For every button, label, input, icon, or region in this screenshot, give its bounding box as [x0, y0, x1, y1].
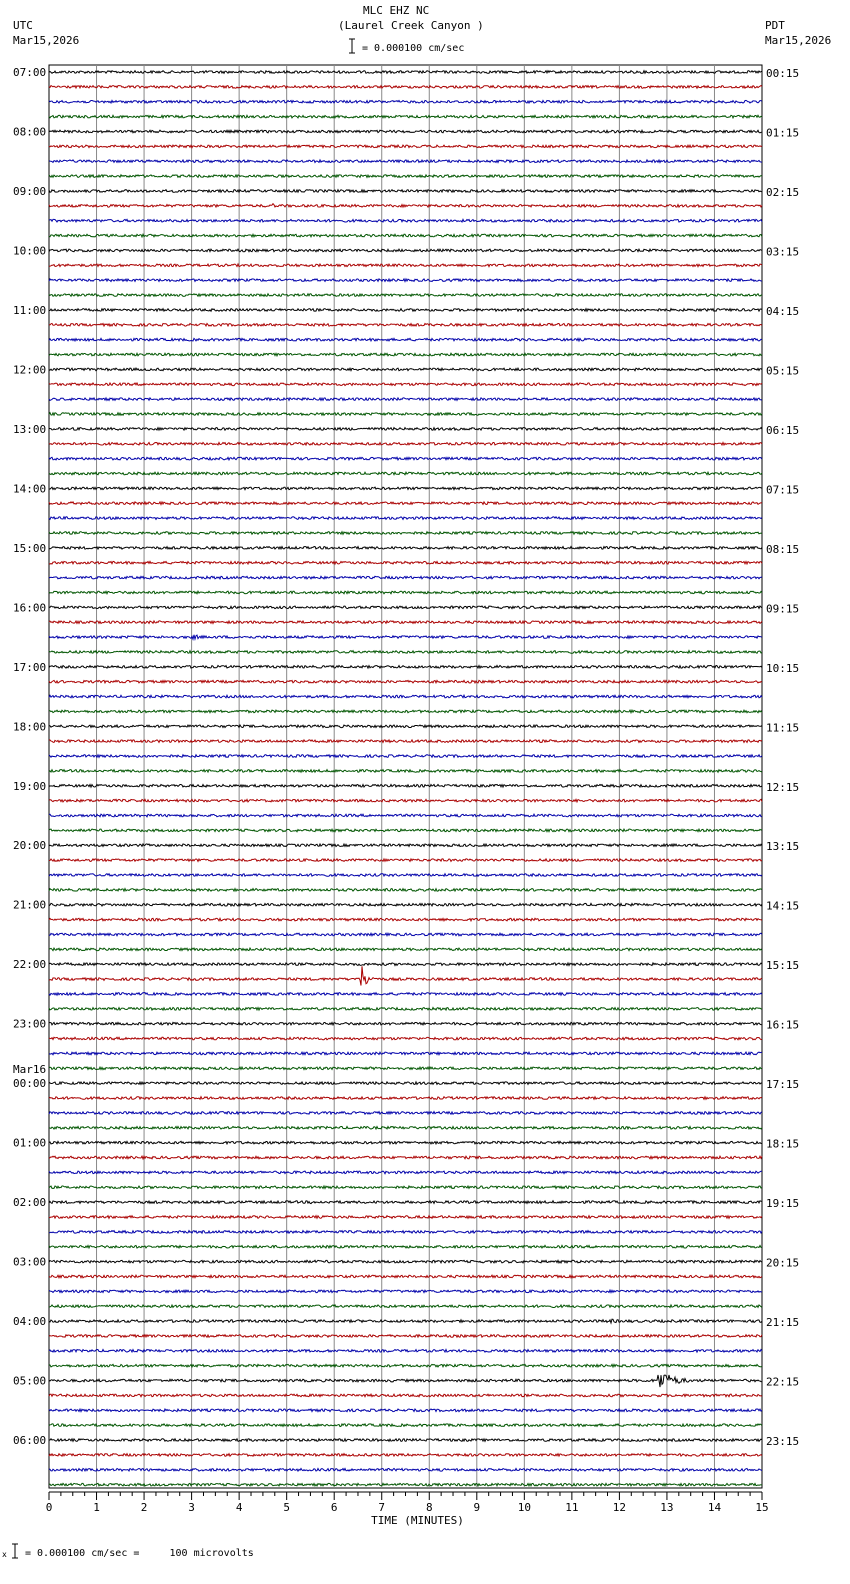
utc-hour-label: 08:00	[13, 125, 47, 139]
trace-row-91	[49, 1424, 762, 1427]
utc-hour-label: 18:00	[13, 720, 47, 734]
trace-row-7	[49, 175, 762, 178]
pdt-hour-label: 09:15	[766, 602, 800, 616]
trace-row-12	[49, 249, 762, 252]
pdt-hour-label: 18:15	[766, 1137, 800, 1151]
pdt-hour-label: 20:15	[766, 1256, 800, 1270]
utc-hour-label: 07:00	[13, 66, 47, 79]
trace-row-17	[49, 324, 762, 327]
trace-row-52	[49, 844, 762, 847]
trace-row-45	[49, 740, 762, 743]
utc-hour-label: 05:00	[13, 1374, 47, 1388]
trace-row-39	[49, 651, 762, 654]
pdt-hour-label: 16:15	[766, 1018, 800, 1032]
trace-row-88	[49, 1375, 762, 1387]
trace-row-22	[49, 398, 762, 401]
trace-row-15	[49, 294, 762, 297]
x-tick-label: 8	[425, 1501, 433, 1514]
trace-row-2	[49, 100, 762, 103]
trace-row-83	[49, 1305, 762, 1308]
trace-row-24	[49, 428, 762, 431]
footer-scale-label: = 0.000100 cm/sec = 100 microvolts	[25, 1548, 254, 1559]
trace-row-76	[49, 1201, 762, 1204]
trace-row-38	[49, 635, 762, 639]
trace-row-0	[49, 71, 762, 74]
trace-row-20	[49, 368, 762, 371]
x-tick-label: 11	[565, 1501, 579, 1514]
trace-row-55	[49, 889, 762, 892]
trace-row-36	[49, 606, 762, 609]
trace-row-71	[49, 1127, 762, 1130]
x-tick-label: 5	[283, 1501, 290, 1514]
trace-row-32	[49, 547, 762, 550]
trace-row-62	[49, 993, 762, 996]
trace-row-67	[49, 1067, 762, 1070]
utc-hour-label: 15:00	[13, 541, 47, 555]
utc-hour-label: 21:00	[13, 898, 47, 912]
trace-row-5	[49, 145, 762, 148]
trace-row-50	[49, 814, 762, 817]
trace-row-84	[49, 1319, 762, 1323]
trace-row-66	[49, 1052, 762, 1055]
trace-row-73	[49, 1156, 762, 1159]
trace-row-33	[49, 561, 762, 564]
utc-hour-label: 14:00	[13, 482, 47, 496]
footer-scale-bar-icon	[10, 1542, 20, 1560]
utc-hour-label: 11:00	[13, 303, 47, 317]
utc-hour-label: 16:00	[13, 601, 47, 615]
pdt-hour-label: 21:15	[766, 1316, 800, 1330]
x-tick-label: 7	[378, 1501, 386, 1514]
utc-hour-label: 02:00	[13, 1196, 47, 1210]
trace-row-23	[49, 413, 762, 416]
utc-hour-label: 01:00	[13, 1136, 47, 1150]
pdt-hour-label: 23:15	[766, 1435, 800, 1449]
pdt-hour-label: 03:15	[766, 245, 800, 259]
x-tick-label: 6	[330, 1501, 338, 1514]
trace-row-56	[49, 903, 762, 906]
utc-hour-label: 00:00	[13, 1077, 47, 1091]
left-timezone: UTC	[13, 19, 33, 32]
x-tick-label: 4	[235, 1501, 243, 1514]
station-title: MLC EHZ NC	[363, 4, 430, 17]
trace-row-86	[49, 1350, 762, 1353]
trace-row-51	[49, 829, 762, 832]
trace-row-11	[49, 234, 762, 237]
pdt-hour-label: 15:15	[766, 959, 800, 973]
trace-row-78	[49, 1231, 762, 1234]
pdt-hour-label: 07:15	[766, 483, 800, 497]
footer-scale-prefix: x	[2, 1550, 7, 1559]
trace-row-89	[49, 1394, 762, 1397]
trace-row-28	[49, 487, 762, 490]
trace-row-70	[49, 1112, 762, 1115]
right-date: Mar15,2026	[765, 34, 832, 47]
utc-hour-label: 13:00	[13, 422, 47, 436]
trace-row-35	[49, 591, 762, 594]
trace-row-69	[49, 1097, 762, 1100]
trace-row-49	[49, 799, 762, 802]
trace-row-6	[49, 160, 762, 163]
trace-row-92	[49, 1439, 762, 1442]
trace-row-8	[49, 190, 762, 193]
pdt-hour-label: 00:15	[766, 67, 800, 80]
pdt-hour-label: 17:15	[766, 1078, 800, 1092]
trace-row-43	[49, 710, 762, 713]
trace-row-26	[49, 457, 762, 460]
trace-row-48	[49, 785, 762, 788]
trace-row-75	[49, 1186, 762, 1189]
pdt-hour-label: 04:15	[766, 304, 800, 318]
pdt-hour-label: 02:15	[766, 185, 800, 199]
utc-hour-label: 22:00	[13, 958, 47, 972]
trace-row-57	[49, 918, 762, 921]
trace-row-87	[49, 1364, 762, 1367]
trace-row-79	[49, 1245, 762, 1248]
trace-row-82	[49, 1290, 762, 1293]
trace-row-21	[49, 383, 762, 386]
trace-row-60	[49, 963, 762, 966]
utc-hour-label: 20:00	[13, 839, 47, 853]
x-tick-label: 12	[612, 1501, 627, 1514]
trace-row-95	[49, 1483, 762, 1486]
trace-row-41	[49, 680, 762, 683]
utc-date-change-label: Mar16	[13, 1063, 47, 1077]
utc-hour-label: 10:00	[13, 244, 47, 258]
trace-row-3	[49, 115, 762, 118]
trace-row-68	[49, 1082, 762, 1085]
x-tick-label: 1	[93, 1501, 100, 1514]
trace-row-77	[49, 1216, 762, 1219]
trace-row-4	[49, 130, 762, 133]
trace-row-74	[49, 1171, 762, 1174]
x-tick-label: 2	[140, 1501, 148, 1514]
trace-row-61	[49, 966, 762, 985]
trace-row-65	[49, 1037, 762, 1040]
pdt-hour-label: 22:15	[766, 1375, 800, 1389]
trace-row-72	[49, 1141, 762, 1144]
utc-hour-label: 03:00	[13, 1255, 47, 1269]
utc-hour-label: 06:00	[13, 1434, 47, 1448]
utc-hour-label: 09:00	[13, 184, 47, 198]
pdt-hour-label: 14:15	[766, 899, 800, 913]
pdt-hour-label: 12:15	[766, 780, 800, 794]
trace-row-54	[49, 874, 762, 877]
trace-row-25	[49, 443, 762, 446]
trace-row-9	[49, 204, 762, 207]
trace-row-42	[49, 695, 762, 698]
pdt-hour-label: 06:15	[766, 423, 800, 437]
trace-row-94	[49, 1469, 762, 1472]
trace-row-53	[49, 859, 762, 862]
trace-row-16	[49, 309, 762, 312]
utc-hour-label: 23:00	[13, 1017, 47, 1031]
x-tick-label: 15	[755, 1501, 769, 1514]
trace-row-81	[49, 1275, 762, 1278]
trace-row-37	[49, 621, 762, 624]
pdt-hour-label: 10:15	[766, 661, 800, 675]
trace-row-90	[49, 1409, 762, 1412]
pdt-hour-label: 01:15	[766, 126, 800, 140]
trace-row-19	[49, 353, 762, 356]
trace-row-47	[49, 770, 762, 773]
x-tick-label: 9	[473, 1501, 481, 1514]
trace-row-34	[49, 576, 762, 579]
pdt-hour-label: 08:15	[766, 542, 800, 556]
trace-row-93	[49, 1454, 762, 1457]
trace-row-14	[49, 279, 762, 282]
trace-row-29	[49, 502, 762, 505]
scale-label: = 0.000100 cm/sec	[362, 43, 465, 54]
trace-row-40	[49, 666, 762, 669]
x-tick-label: 13	[660, 1501, 674, 1514]
trace-row-27	[49, 472, 762, 475]
trace-row-13	[49, 264, 762, 267]
x-tick-label: 10	[517, 1501, 531, 1514]
utc-hour-label: 17:00	[13, 660, 47, 674]
trace-row-63	[49, 1008, 762, 1011]
trace-row-30	[49, 517, 762, 520]
trace-row-31	[49, 532, 762, 535]
x-axis-label: TIME (MINUTES)	[371, 1514, 464, 1527]
trace-row-64	[49, 1022, 762, 1025]
pdt-hour-label: 11:15	[766, 721, 800, 735]
pdt-hour-label: 13:15	[766, 840, 800, 854]
trace-row-1	[49, 86, 762, 89]
trace-row-46	[49, 755, 762, 758]
x-tick-label: 3	[188, 1501, 195, 1514]
trace-row-58	[49, 933, 762, 936]
right-timezone: PDT	[765, 19, 785, 32]
station-location: (Laurel Creek Canyon )	[338, 19, 484, 32]
left-date: Mar15,2026	[13, 34, 80, 47]
x-tick-label: 14	[707, 1501, 722, 1514]
trace-row-59	[49, 948, 762, 951]
pdt-hour-label: 19:15	[766, 1197, 800, 1211]
trace-row-18	[49, 338, 762, 341]
utc-hour-label: 04:00	[13, 1315, 47, 1329]
utc-hour-label: 19:00	[13, 779, 47, 793]
trace-row-80	[49, 1260, 762, 1263]
x-tick-label: 0	[45, 1501, 53, 1514]
trace-row-44	[49, 725, 762, 728]
trace-row-10	[49, 219, 762, 222]
utc-hour-label: 12:00	[13, 363, 47, 377]
pdt-hour-label: 05:15	[766, 364, 800, 378]
trace-row-85	[49, 1335, 762, 1338]
